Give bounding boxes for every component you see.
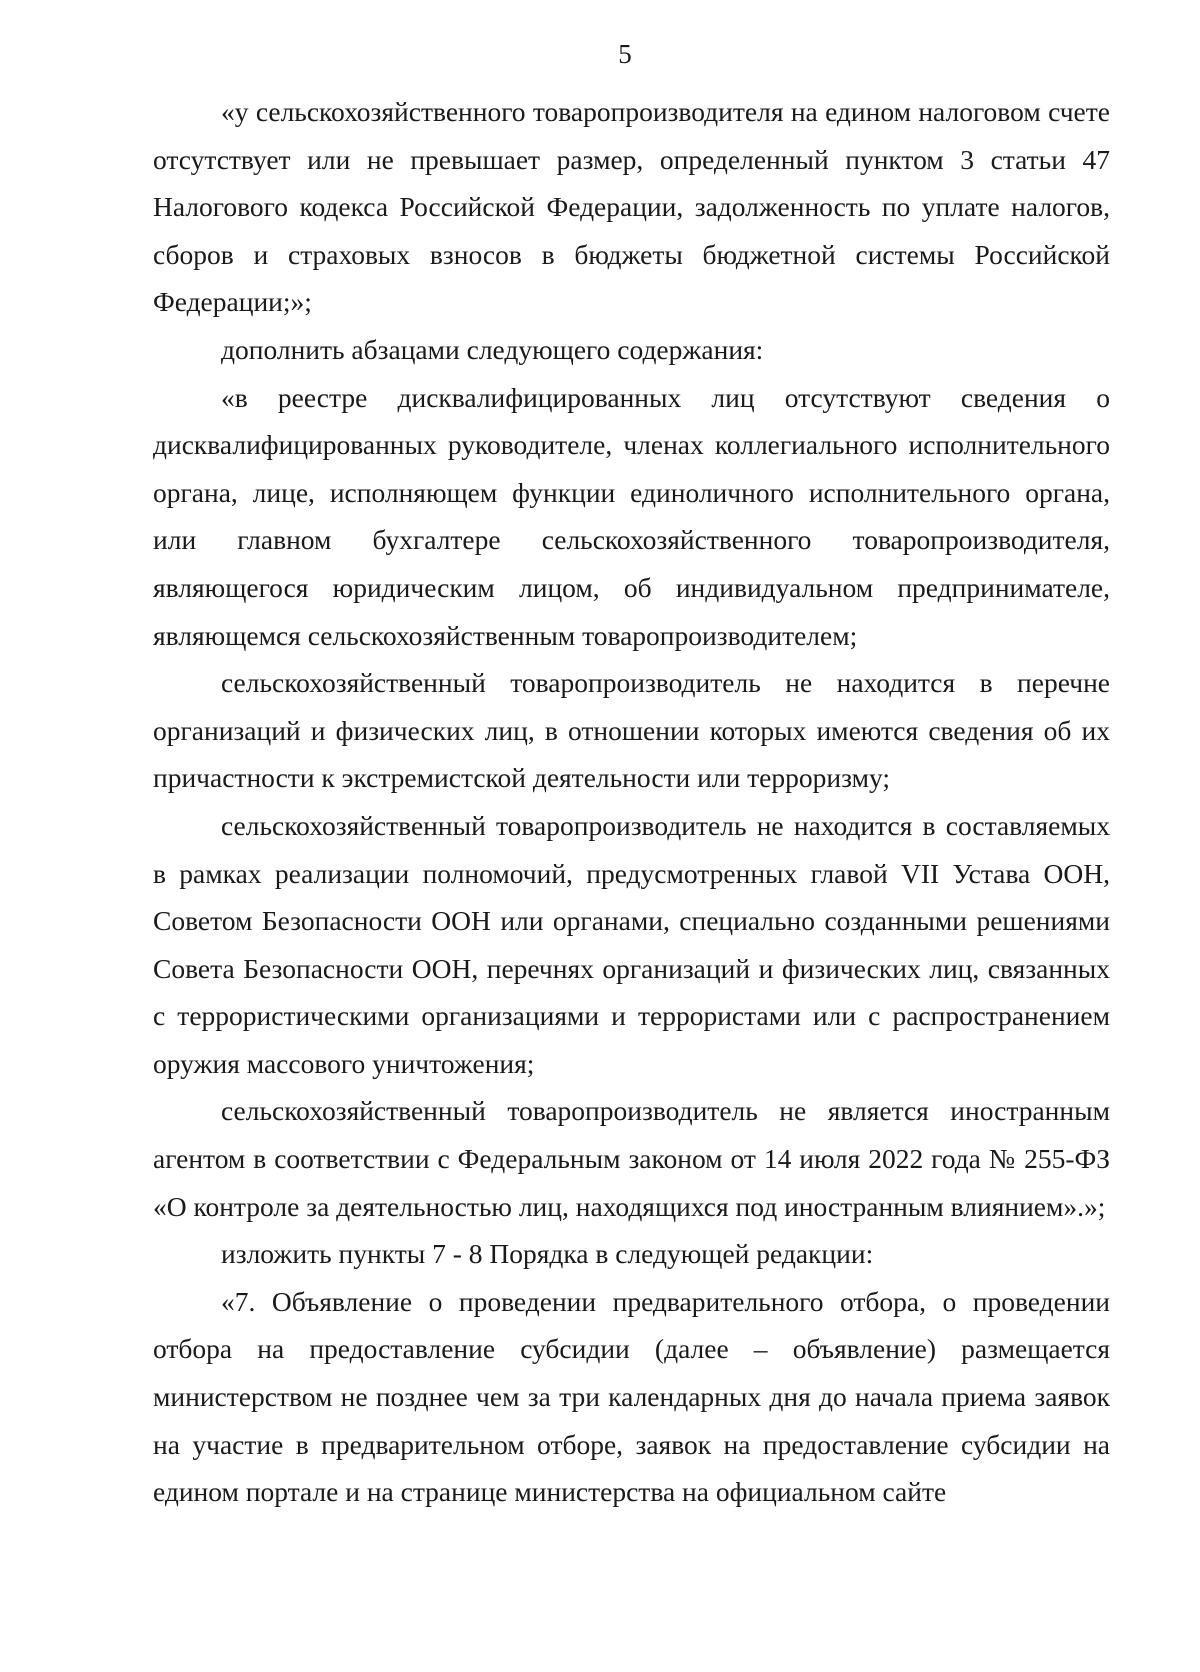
paragraph-un-security-council-lists: сельскохозяйственный товаропроизводитель не находится в составляемых в рамках реализации полномочий, предусмотренных главой VII Устава ООН, Советом Безопасности ООН или органами, специально созданными решениями Совета Безопасности ООН, перечнях организаций и физических лиц, связанных с террористическими организациями и террористами или с распространением оружия массового уничтожения; [153,809,1110,1079]
paragraph-add-clauses-instruction: дополнить абзацами следующего содержания: [221,333,764,365]
paragraph-restate-points-instruction: изложить пункты 7 - 8 Порядка в следующей редакции: [221,1238,874,1270]
paragraph-point-7-announcement: «7. Объявление о проведении предварительного отбора, о проведении отбора на предоставление субсидии (далее – объявление) размещается министерством не позднее чем за три календарных дня до начала приема заявок на участие в предварительном отборе, заявок на предоставление субсидии на едином портале и на странице министерства на официальном сайте [153,1285,1110,1508]
paragraph-foreign-agent: сельскохозяйственный товаропроизводитель не является иностранным агентом в соответствии с Федеральным законом от 14 июля 2022 года № 255-ФЗ «О контроле за деятельностью лиц, находящихся под иностранным влиянием».»; [153,1095,1110,1222]
paragraph-disqualified-persons: «в реестре дисквалифицированных лиц отсутствуют сведения о дисквалифицированных руководителе, членах коллегиального исполнительного органа, лице, исполняющем функции единоличного исполнительного органа, или главном бухгалтере сельскохозяйственного товаропроизводителя, являющегося юридическим лицом, об индивидуальном предпринимателе, являющемся сельскохозяйственным товаропроизводителем; [153,381,1110,651]
paragraph-extremism-list: сельскохозяйственный товаропроизводитель не находится в перечне организаций и физических лиц, в отношении которых имеются сведения об их причастности к экстремистской деятельности или терроризму; [153,667,1110,794]
page-number: 5 [618,39,632,69]
document-body [153,88,1110,1516]
paragraph-tax-debt-condition: «у сельскохозяйственного товаропроизводителя на едином налоговом счете отсутствует или не превышает размер, определенный пунктом 3 статьи 47 Налогового кодекса Российской Федерации, задолженность по уплате налогов, сборов и страховых взносов в бюджеты бюджетной системы Российской Федерации;»; [153,96,1110,318]
